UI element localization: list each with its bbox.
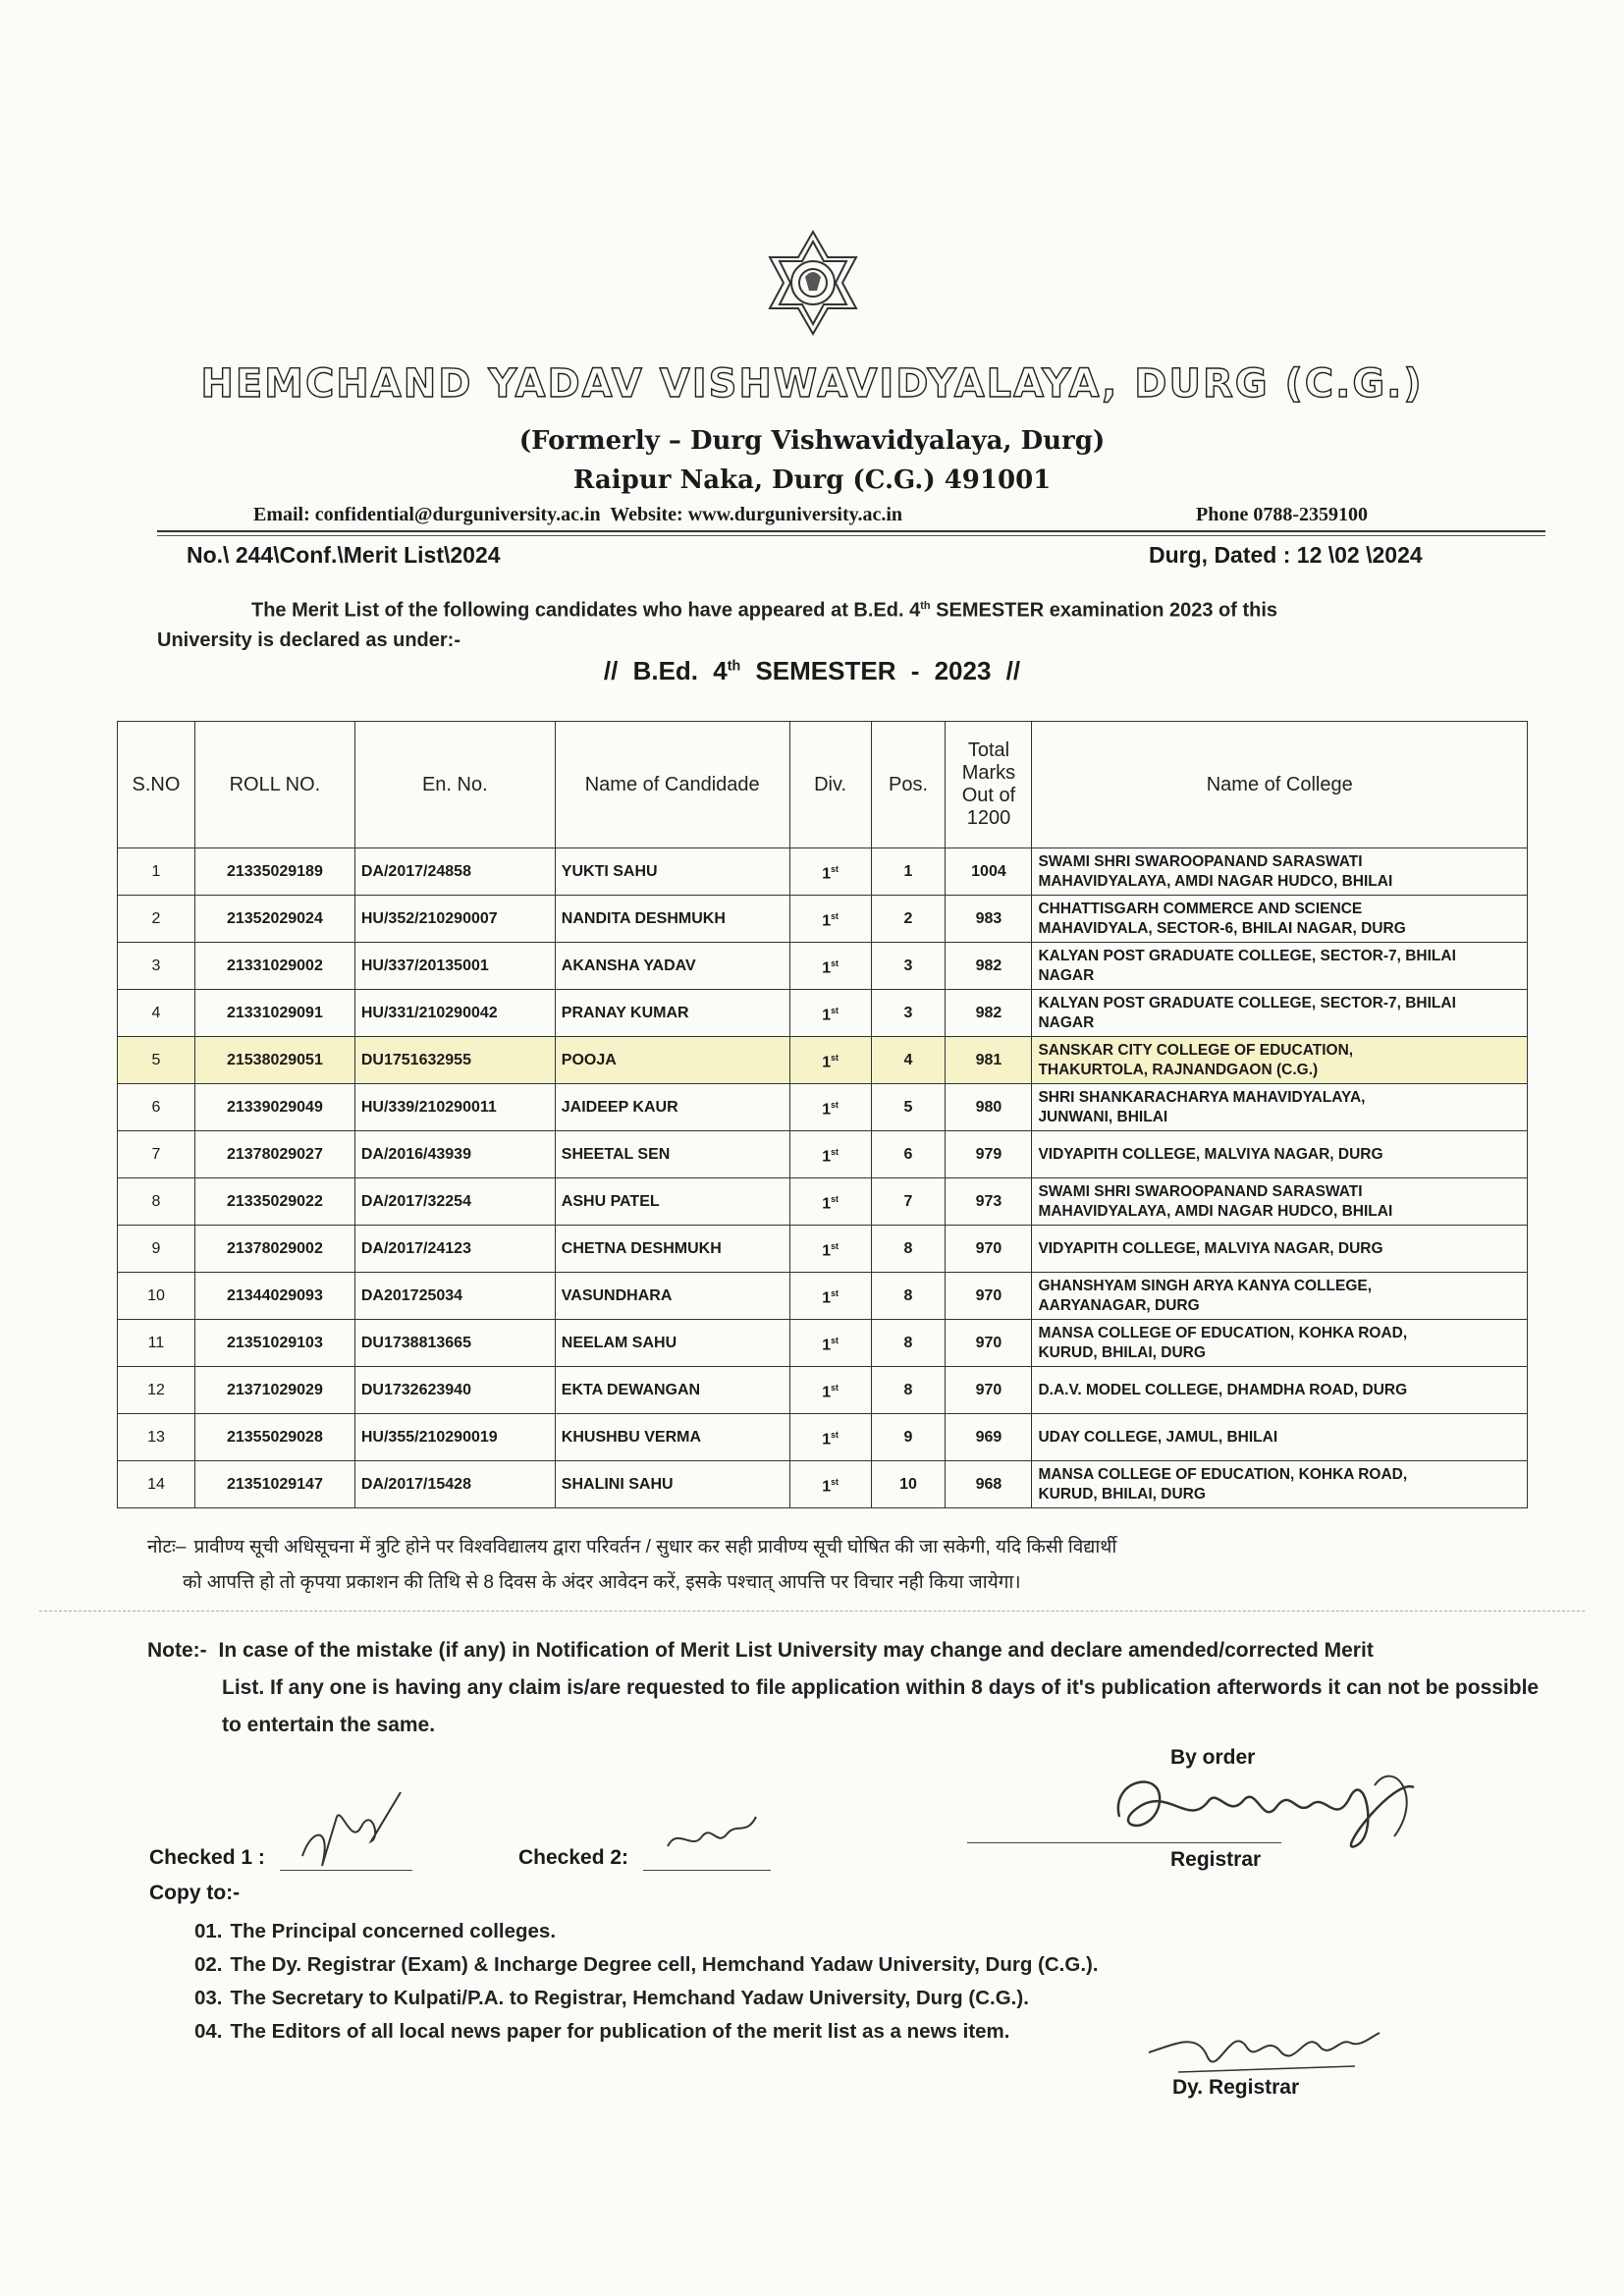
div-sup: st <box>831 863 839 874</box>
university-emblem-icon <box>758 228 868 338</box>
semester-heading <box>0 656 1624 686</box>
div-value: 1 <box>822 1431 832 1449</box>
cell-sno: 13 <box>118 1414 195 1461</box>
university-address: Raipur Naka, Durg (C.G.) 491001 <box>572 465 1052 495</box>
cell-college <box>1032 1273 1528 1320</box>
cell-div <box>789 848 871 896</box>
table-row <box>118 1367 1528 1414</box>
cell-college <box>1032 1367 1528 1414</box>
div-sup: st <box>831 1240 839 1251</box>
note-label: Note:- <box>147 1639 207 1662</box>
list-item-number: 02. <box>194 1953 223 1976</box>
cell-en: DA/2017/15428 <box>354 1461 555 1508</box>
cell-roll: 21352029024 <box>194 896 354 943</box>
checked1-signature-icon <box>293 1787 420 1876</box>
cell-marks: 980 <box>946 1084 1032 1131</box>
div-sup: st <box>831 1382 839 1393</box>
cell-roll: 21378029002 <box>194 1226 354 1273</box>
cell-marks: 983 <box>946 896 1032 943</box>
cell-college <box>1032 1461 1528 1508</box>
cell-div <box>789 1273 871 1320</box>
college-line2: JUNWANI, BHILAI <box>1038 1108 1168 1125</box>
college-line1: GHANSHYAM SINGH ARYA KANYA COLLEGE, <box>1038 1277 1373 1294</box>
div-value: 1 <box>822 959 832 977</box>
cell-name: AKANSHA YADAV <box>555 943 789 990</box>
college-line1: CHHATTISGARH COMMERCE AND SCIENCE <box>1038 900 1363 917</box>
cell-roll: 21331029002 <box>194 943 354 990</box>
cell-en: HU/355/210290019 <box>354 1414 555 1461</box>
dy-registrar-label: Dy. Registrar <box>1172 2076 1300 2099</box>
header-divider <box>157 530 1545 532</box>
contact-line <box>253 504 1461 526</box>
table-row <box>118 1273 1528 1320</box>
table-row <box>118 943 1528 990</box>
college-line1: SHRI SHANKARACHARYA MAHAVIDYALAYA, <box>1038 1088 1366 1106</box>
cell-en: DA/2017/24123 <box>354 1226 555 1273</box>
list-item-number: 01. <box>194 1920 223 1942</box>
cell-en: DA/2016/43939 <box>354 1131 555 1178</box>
div-value: 1 <box>822 1195 832 1213</box>
div-sup: st <box>831 1146 839 1157</box>
list-item-number: 03. <box>194 1987 223 2009</box>
cell-div <box>789 1320 871 1367</box>
cell-sno: 9 <box>118 1226 195 1273</box>
college-line1: VIDYAPITH COLLEGE, MALVIYA NAGAR, DURG <box>1038 1239 1383 1257</box>
div-value: 1 <box>822 1289 832 1307</box>
list-item <box>194 1915 1099 1948</box>
cell-div <box>789 1226 871 1273</box>
cell-div <box>789 1037 871 1084</box>
cell-name: SHALINI SAHU <box>555 1461 789 1508</box>
list-item <box>194 1982 1099 2015</box>
note-line1: In case of the mistake (if any) in Notification of Merit List University may change and declare amended/corrected Merit <box>218 1639 1374 1662</box>
div-value: 1 <box>822 1101 832 1119</box>
cell-en: HU/331/210290042 <box>354 990 555 1037</box>
cell-marks: 979 <box>946 1131 1032 1178</box>
cell-pos: 3 <box>871 990 946 1037</box>
cell-roll: 21344029093 <box>194 1273 354 1320</box>
cell-college <box>1032 1226 1528 1273</box>
intro-text-a: The Merit List of the following candidates who have appeared at B.Ed. 4 <box>251 599 921 622</box>
cell-marks: 982 <box>946 943 1032 990</box>
cell-marks: 970 <box>946 1320 1032 1367</box>
cell-en: HU/352/210290007 <box>354 896 555 943</box>
cell-pos: 6 <box>871 1131 946 1178</box>
cell-sno: 7 <box>118 1131 195 1178</box>
cell-pos: 7 <box>871 1178 946 1226</box>
cell-marks: 982 <box>946 990 1032 1037</box>
cell-pos: 8 <box>871 1320 946 1367</box>
cell-en: DU1751632955 <box>354 1037 555 1084</box>
cell-roll: 21335029022 <box>194 1178 354 1226</box>
college-line1: D.A.V. MODEL COLLEGE, DHAMDHA ROAD, DURG <box>1038 1381 1408 1398</box>
cell-college <box>1032 990 1528 1037</box>
div-sup: st <box>831 957 839 968</box>
cell-college <box>1032 1178 1528 1226</box>
by-order-label: By order <box>1170 1746 1256 1769</box>
college-line1: KALYAN POST GRADUATE COLLEGE, SECTOR-7, BHILAI <box>1038 947 1456 964</box>
cell-div <box>789 1367 871 1414</box>
cell-en: DA/2017/32254 <box>354 1178 555 1226</box>
div-sup: st <box>831 1429 839 1440</box>
cell-college <box>1032 848 1528 896</box>
header-marks-4: 1200 <box>966 807 1011 829</box>
college-line1: SWAMI SHRI SWAROOPANAND SARASWATI <box>1038 1182 1363 1200</box>
cell-marks: 969 <box>946 1414 1032 1461</box>
list-item-text: The Secretary to Kulpati/P.A. to Registrar, Hemchand Yadaw University, Durg (C.G.). <box>230 1987 1029 2009</box>
cell-marks: 1004 <box>946 848 1032 896</box>
checked2-label: Checked 2: <box>518 1846 629 1869</box>
header-divider-thin <box>157 535 1545 536</box>
cell-college <box>1032 1414 1528 1461</box>
list-item <box>194 2015 1099 2049</box>
email-text: Email: confidential@durguniversity.ac.in <box>253 504 601 525</box>
table-row <box>118 1414 1528 1461</box>
cell-div <box>789 896 871 943</box>
hindi-note-label: नोटः– <box>147 1537 187 1558</box>
heading-sup: th <box>727 658 741 675</box>
div-sup: st <box>831 1335 839 1345</box>
cell-div <box>789 1131 871 1178</box>
note-divider <box>39 1611 1585 1612</box>
cell-roll: 21351029103 <box>194 1320 354 1367</box>
div-value: 1 <box>822 1384 832 1401</box>
cell-roll: 21538029051 <box>194 1037 354 1084</box>
header-sno: S.NO <box>118 722 195 848</box>
div-value: 1 <box>822 1007 832 1024</box>
cell-name: POOJA <box>555 1037 789 1084</box>
merit-table <box>117 721 1528 1508</box>
header-marks-2: Marks <box>961 762 1016 784</box>
cell-name: CHETNA DESHMUKH <box>555 1226 789 1273</box>
table-row <box>118 1320 1528 1367</box>
cell-pos: 1 <box>871 848 946 896</box>
college-line1: MANSA COLLEGE OF EDUCATION, KOHKA ROAD, <box>1038 1324 1408 1341</box>
cell-sno: 12 <box>118 1367 195 1414</box>
cell-sno: 2 <box>118 896 195 943</box>
college-line2: MAHAVIDYALA, SECTOR-6, BHILAI NAGAR, DURG <box>1038 919 1406 937</box>
div-value: 1 <box>822 1054 832 1071</box>
cell-div <box>789 990 871 1037</box>
cell-en: DU1732623940 <box>354 1367 555 1414</box>
college-line2: NAGAR <box>1038 966 1095 984</box>
cell-college <box>1032 1320 1528 1367</box>
cell-en: HU/337/20135001 <box>354 943 555 990</box>
div-sup: st <box>831 1005 839 1015</box>
table-row <box>118 1084 1528 1131</box>
header-college: Name of College <box>1032 722 1528 848</box>
header-marks-1: Total <box>967 739 1010 761</box>
intro-sup: th <box>920 600 931 612</box>
cell-name: YUKTI SAHU <box>555 848 789 896</box>
cell-div <box>789 1084 871 1131</box>
header-marks <box>946 722 1032 848</box>
college-line1: KALYAN POST GRADUATE COLLEGE, SECTOR-7, BHILAI <box>1038 994 1456 1011</box>
college-line2: MAHAVIDYALAYA, AMDI NAGAR HUDCO, BHILAI <box>1038 1202 1393 1220</box>
cell-pos: 8 <box>871 1273 946 1320</box>
intro-text-line2: University is declared as under:- <box>157 629 461 651</box>
header-div: Div. <box>789 722 871 848</box>
header-marks-3: Out of <box>961 785 1016 806</box>
cell-pos: 4 <box>871 1037 946 1084</box>
cell-pos: 8 <box>871 1367 946 1414</box>
cell-sno: 5 <box>118 1037 195 1084</box>
div-value: 1 <box>822 1337 832 1354</box>
cell-div <box>789 943 871 990</box>
cell-marks: 970 <box>946 1273 1032 1320</box>
checked1-line <box>280 1870 412 1871</box>
div-sup: st <box>831 1476 839 1487</box>
cell-roll: 21378029027 <box>194 1131 354 1178</box>
cell-roll: 21351029147 <box>194 1461 354 1508</box>
cell-div <box>789 1461 871 1508</box>
cell-en: DU1738813665 <box>354 1320 555 1367</box>
registrar-signature-icon <box>1100 1758 1453 1856</box>
dy-registrar-signature-icon <box>1139 2003 1384 2082</box>
cell-pos: 5 <box>871 1084 946 1131</box>
div-sup: st <box>831 1287 839 1298</box>
checked2-signature-icon <box>658 1797 766 1866</box>
university-name: HEMCHAND YADAV VISHWAVIDYALAYA, DURG (C.G.) <box>200 361 1424 407</box>
cell-college <box>1032 1131 1528 1178</box>
cell-name: NANDITA DESHMUKH <box>555 896 789 943</box>
cell-sno: 11 <box>118 1320 195 1367</box>
cell-roll: 21335029189 <box>194 848 354 896</box>
table-row <box>118 848 1528 896</box>
list-item-number: 04. <box>194 2020 223 2043</box>
div-value: 1 <box>822 865 832 883</box>
college-line1: MANSA COLLEGE OF EDUCATION, KOHKA ROAD, <box>1038 1465 1408 1483</box>
list-item-text: The Editors of all local news paper for publication of the merit list as a news item. <box>230 2020 1010 2043</box>
cell-div <box>789 1178 871 1226</box>
checked1-label: Checked 1 : <box>149 1846 265 1869</box>
cell-marks: 968 <box>946 1461 1032 1508</box>
cell-sno: 1 <box>118 848 195 896</box>
cell-marks: 970 <box>946 1226 1032 1273</box>
college-line1: VIDYAPITH COLLEGE, MALVIYA NAGAR, DURG <box>1038 1145 1383 1163</box>
english-note <box>147 1632 1551 1744</box>
table-row <box>118 1226 1528 1273</box>
div-sup: st <box>831 1099 839 1110</box>
cell-name: NEELAM SAHU <box>555 1320 789 1367</box>
table-row <box>118 1178 1528 1226</box>
cell-sno: 4 <box>118 990 195 1037</box>
college-line2: AARYANAGAR, DURG <box>1038 1296 1200 1314</box>
cell-college <box>1032 943 1528 990</box>
college-line2: KURUD, BHILAI, DURG <box>1038 1485 1206 1503</box>
cell-sno: 8 <box>118 1178 195 1226</box>
cell-pos: 2 <box>871 896 946 943</box>
intro-text-b: SEMESTER examination 2023 of this <box>930 599 1278 622</box>
cell-div <box>789 1414 871 1461</box>
cell-pos: 3 <box>871 943 946 990</box>
cell-marks: 973 <box>946 1178 1032 1226</box>
div-sup: st <box>831 1052 839 1063</box>
cell-college <box>1032 1037 1528 1084</box>
registrar-signature-line <box>967 1842 1281 1843</box>
cell-roll: 21355029028 <box>194 1414 354 1461</box>
cell-name: ASHU PATEL <box>555 1178 789 1226</box>
hindi-note-line1: प्रावीण्य सूची अधिसूचना में त्रुटि होने पर विश्वविद्यालय द्वारा परिवर्तन / सुधार कर सही प्रावीण्य सूची घोषित की जा सकेगी, यदि किसी विद्यार्थी <box>193 1537 1117 1558</box>
cell-sno: 3 <box>118 943 195 990</box>
header-name: Name of Candidade <box>555 722 789 848</box>
cell-name: JAIDEEP KAUR <box>555 1084 789 1131</box>
cell-college <box>1032 896 1528 943</box>
college-line1: SWAMI SHRI SWAROOPANAND SARASWATI <box>1038 852 1363 870</box>
div-value: 1 <box>822 1148 832 1166</box>
issue-date: Durg, Dated : 12 \02 \2024 <box>1149 542 1423 568</box>
cell-roll: 21339029049 <box>194 1084 354 1131</box>
div-value: 1 <box>822 912 832 930</box>
cell-name: VASUNDHARA <box>555 1273 789 1320</box>
cell-pos: 10 <box>871 1461 946 1508</box>
cell-en: HU/339/210290011 <box>354 1084 555 1131</box>
table-row <box>118 1131 1528 1178</box>
cell-sno: 10 <box>118 1273 195 1320</box>
copy-to-list <box>194 1915 1099 2049</box>
header-en: En. No. <box>354 722 555 848</box>
div-value: 1 <box>822 1478 832 1496</box>
list-item-text: The Principal concerned colleges. <box>230 1920 557 1942</box>
reference-number: No.\ 244\Conf.\Merit List\2024 <box>187 542 501 568</box>
div-sup: st <box>831 910 839 921</box>
list-item-text: The Dy. Registrar (Exam) & Incharge Degree cell, Hemchand Yadaw University, Durg (C.G.). <box>230 1953 1099 1976</box>
cell-roll: 21371029029 <box>194 1367 354 1414</box>
list-item <box>194 1948 1099 1982</box>
cell-marks: 970 <box>946 1367 1032 1414</box>
table-row <box>118 990 1528 1037</box>
college-line1: SANSKAR CITY COLLEGE OF EDUCATION, <box>1038 1041 1354 1059</box>
heading-text-a: // B.Ed. 4 <box>603 656 728 685</box>
college-line2: THAKURTOLA, RAJNANDGAON (C.G.) <box>1038 1061 1319 1078</box>
cell-college <box>1032 1084 1528 1131</box>
former-name: (Formerly – Durg Vishwavidyalaya, Durg) <box>518 426 1106 456</box>
table-row <box>118 896 1528 943</box>
table-header-row <box>118 722 1528 848</box>
cell-name: SHEETAL SEN <box>555 1131 789 1178</box>
cell-name: EKTA DEWANGAN <box>555 1367 789 1414</box>
header-roll: ROLL NO. <box>194 722 354 848</box>
hindi-note <box>147 1530 1551 1601</box>
div-value: 1 <box>822 1242 832 1260</box>
college-line2: NAGAR <box>1038 1013 1095 1031</box>
cell-name: KHUSHBU VERMA <box>555 1414 789 1461</box>
cell-name: PRANAY KUMAR <box>555 990 789 1037</box>
cell-pos: 8 <box>871 1226 946 1273</box>
header-pos: Pos. <box>871 722 946 848</box>
table-row <box>118 1461 1528 1508</box>
note-rest: List. If any one is having any claim is/are requested to file application within 8 days of it's publication afterwords it can not be possible to entertain the same. <box>222 1676 1540 1736</box>
college-line2: KURUD, BHILAI, DURG <box>1038 1343 1206 1361</box>
heading-text-b: SEMESTER - 2023 // <box>740 656 1021 685</box>
merit-table-body <box>118 848 1528 1508</box>
college-line2: MAHAVIDYALAYA, AMDI NAGAR HUDCO, BHILAI <box>1038 872 1393 890</box>
website-text: Website: www.durguniversity.ac.in <box>610 504 903 525</box>
cell-marks: 981 <box>946 1037 1032 1084</box>
table-row <box>118 1037 1528 1084</box>
hindi-note-line2: को आपत्ति हो तो कृपया प्रकाशन की तिथि से 8 दिवस के अंदर आवेदन करें, इसके पश्चात् आपत्ति पर विचार नही किया जायेगा। <box>183 1572 1021 1593</box>
checked2-line <box>643 1870 771 1871</box>
intro-paragraph <box>157 591 1542 655</box>
cell-en: DA/2017/24858 <box>354 848 555 896</box>
registrar-label: Registrar <box>1170 1848 1262 1871</box>
div-sup: st <box>831 1193 839 1204</box>
cell-en: DA201725034 <box>354 1273 555 1320</box>
cell-sno: 14 <box>118 1461 195 1508</box>
cell-roll: 21331029091 <box>194 990 354 1037</box>
cell-pos: 9 <box>871 1414 946 1461</box>
college-line1: UDAY COLLEGE, JAMUL, BHILAI <box>1038 1428 1278 1446</box>
copy-to-label: Copy to:- <box>149 1882 241 1904</box>
cell-sno: 6 <box>118 1084 195 1131</box>
phone-text: Phone 0788-2359100 <box>1196 504 1368 525</box>
